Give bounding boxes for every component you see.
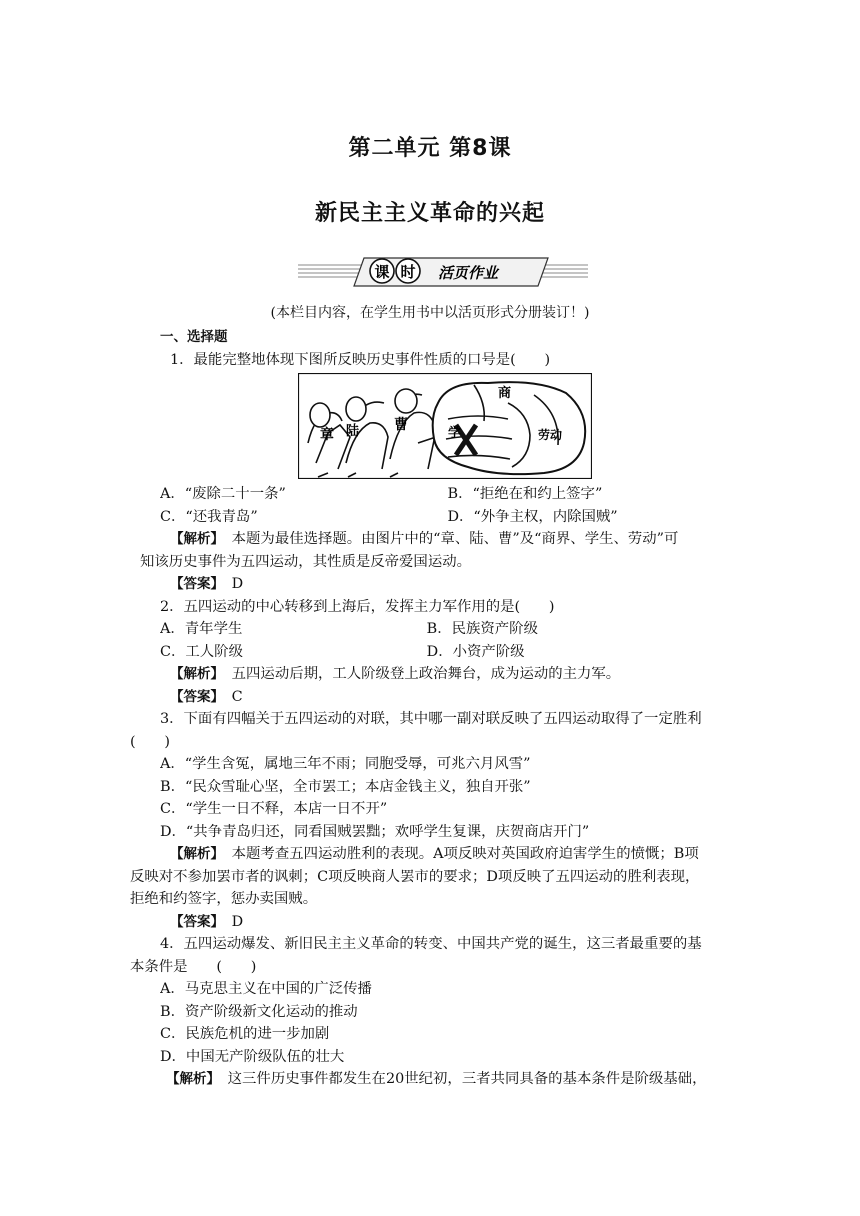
unit-lesson-heading: 第二单元 第8课 (348, 136, 512, 161)
question-1-answer (160, 573, 735, 596)
question-3-option-b: B．“民众雪耻心坚，全市罢工；本店金钱主义，独自开张” (160, 778, 531, 795)
banner-char-shi: 时 (400, 263, 416, 281)
analysis-text: 五四运动后期，工人阶级登上政治舞台，成为运动的主力军。 (217, 666, 621, 682)
option-d: D．“外争主权，内除国贼” (447, 508, 618, 525)
question-4-option-a: A．马克思主义在中国的广泛传播 (160, 981, 372, 997)
cartoon-label-zhang: 章 (320, 427, 334, 443)
analysis-text: 本题为最佳选择题。由图片中的“章、陆、曹”及“商界、学生、劳动”可 (217, 531, 679, 547)
question-3-stem-line-2: ( ) (130, 733, 171, 750)
answer-tag: 【答案】 (170, 913, 218, 930)
question-3-stem-line-1: 3．下面有四幅关于五四运动的对联，其中哪一副对联反映了五四运动取得了一定胜利 (160, 711, 702, 727)
question-2-answer (160, 686, 735, 709)
question-3-analysis-line-3: 拒绝和约签字，惩办卖国贼。 (130, 891, 318, 907)
question-3-option-c: C．“学生一日不释，本店一日不开” (160, 801, 388, 817)
question-3-analysis-line-1 (160, 843, 735, 866)
question-1-analysis-line-2: 知该历史事件为五四运动，其性质是反帝爱国运动。 (140, 553, 471, 570)
answer-tag: 【答案】 (170, 576, 218, 592)
option-b: B．民族资产阶级 (426, 621, 538, 637)
answer-value: D (217, 913, 244, 930)
question-1-analysis-line-1 (160, 528, 735, 551)
question-2-options-row-1 (160, 618, 735, 641)
cartoon-label-xue: 学 (448, 426, 462, 441)
cartoon-image (298, 373, 592, 479)
question-2-options-row-2 (160, 641, 735, 664)
question-1-options-row-2 (160, 506, 735, 529)
cartoon-label-laodong: 劳动 (538, 428, 563, 442)
question-2-analysis (160, 663, 735, 686)
question-3-option-a: A．“学生含冤，属地三年不雨；同胞受辱，可兆六月风雪” (160, 756, 531, 772)
analysis-tag: 【解析】 (166, 1071, 214, 1087)
answer-value: C (217, 688, 243, 705)
question-list (130, 326, 735, 1091)
question-4-analysis-line-1 (166, 1068, 735, 1091)
question-4-option-c: C．民族危机的进一步加剧 (160, 1026, 330, 1042)
question-3-option-d: D．“共争青岛归还，同看国贼罢黜；欢呼学生复课，庆贺商店开门” (160, 823, 590, 840)
section-label: 一、选择题 (160, 329, 228, 345)
option-a: A．“废除二十一条” (160, 486, 286, 502)
question-1-cartoon (298, 373, 592, 479)
banner-char-ke: 课 (374, 263, 390, 281)
question-4-option-b: B．资产阶级新文化运动的推动 (160, 1003, 358, 1020)
question-4-stem-line-1: 4．五四运动爆发、新旧民主主义革命的转变、中国共产党的诞生，这三者最重要的基 (160, 936, 702, 952)
cartoon-label-shang: 商 (498, 386, 512, 401)
option-c: C．“还我青岛” (160, 508, 258, 525)
option-d: D．小资产阶级 (426, 643, 525, 660)
analysis-text: 本题考查五四运动胜利的表现。A项反映对英国政府迫害学生的愤慨；B项 (217, 846, 699, 862)
analysis-tag: 【解析】 (170, 531, 218, 547)
answer-value: D (217, 576, 244, 592)
question-3-analysis-line-2: 反映对不参加罢市者的讽刺；C项反映商人罢市的要求；D项反映了五四运动的胜利表现， (130, 868, 700, 885)
homework-banner (298, 250, 588, 292)
question-1-options-row-1 (160, 483, 735, 506)
question-2-stem: 2．五四运动的中心转移到上海后，发挥主力军作用的是( ) (160, 598, 555, 615)
option-a: A．青年学生 (160, 621, 243, 637)
analysis-tag: 【解析】 (170, 666, 218, 682)
banner-text: 活页作业 (437, 264, 499, 282)
question-3-answer (160, 911, 735, 934)
lesson-title: 新民主主义革命的兴起 (314, 201, 545, 226)
analysis-tag: 【解析】 (170, 846, 218, 862)
answer-tag: 【答案】 (170, 688, 218, 705)
question-4-option-d: D．中国无产阶级队伍的壮大 (160, 1048, 345, 1065)
option-c: C．工人阶级 (160, 643, 243, 660)
cartoon-label-cao: 曹 (394, 417, 408, 433)
analysis-text: 这三件历史事件都发生在20世纪初，三者共同具备的基本条件是阶级基础， (213, 1071, 707, 1087)
cartoon-label-lu: 陆 (346, 424, 360, 439)
binding-note: (本栏目内容，在学生用书中以活页形式分册装订！) (270, 305, 590, 321)
question-4-stem-line-2: 本条件是 ( ) (130, 958, 257, 975)
question-1-stem: 1．最能完整地体现下图所反映历史事件性质的口号是( ) (170, 351, 551, 368)
option-b: B．“拒绝在和约上签字” (447, 486, 603, 502)
